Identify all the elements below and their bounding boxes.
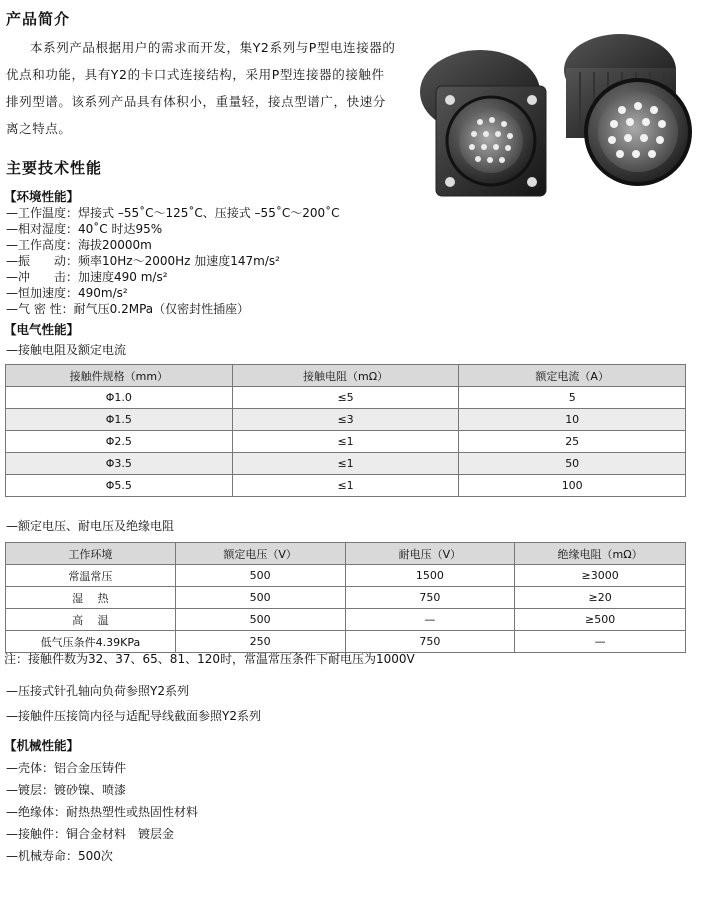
table-cell: 250 bbox=[175, 631, 345, 653]
table-row bbox=[6, 475, 686, 497]
table-cell: 5 bbox=[459, 387, 686, 409]
mech-item: —镀层：镀砂镍、喷漆 bbox=[6, 783, 127, 797]
mech-list bbox=[6, 757, 198, 867]
voltage-table bbox=[5, 542, 686, 653]
table-cell: ≤1 bbox=[232, 431, 459, 453]
table-row bbox=[6, 565, 686, 587]
table-header: 耐电压（V） bbox=[345, 543, 515, 565]
env-item: —相对湿度：40˚C 时达95% bbox=[6, 222, 163, 236]
table-cell: Φ1.0 bbox=[6, 387, 233, 409]
table-cell: 1500 bbox=[345, 565, 515, 587]
mech-item: —接触件：铜合金材料 镀层金 bbox=[6, 827, 175, 841]
table-cell: 常温常压 bbox=[6, 565, 176, 587]
extra-line: —压接式针孔轴向负荷参照Y2系列 bbox=[6, 684, 189, 698]
connector-product-photo bbox=[400, 22, 710, 212]
table-cell: Φ1.5 bbox=[6, 409, 233, 431]
env-item: —工作温度：焊接式 –55˚C～125˚C、压接式 –55˚C～200˚C bbox=[6, 206, 340, 220]
table-cell: 750 bbox=[345, 587, 515, 609]
table-cell: 100 bbox=[459, 475, 686, 497]
table-row bbox=[6, 387, 686, 409]
table-cell: Φ2.5 bbox=[6, 431, 233, 453]
contact-table-title: —接触电阻及额定电流 bbox=[6, 343, 127, 357]
table-cell: ≥20 bbox=[515, 587, 686, 609]
mech-item: —壳体：铝合金压铸件 bbox=[6, 761, 127, 775]
table-row bbox=[6, 453, 686, 475]
intro-line: 优点和功能，具有Y2的卡口式连接结构，采用P型连接器的接触件 bbox=[6, 67, 385, 82]
table-cell: 500 bbox=[175, 565, 345, 587]
extra-line: —接触件压接筒内径与适配导线截面参照Y2系列 bbox=[6, 709, 261, 723]
voltage-note: 注：接触件数为32、37、65、81、120时，常温常压条件下耐电压为1000V bbox=[4, 652, 415, 666]
table-cell: 500 bbox=[175, 609, 345, 631]
elec-section-title: 【电气性能】 bbox=[4, 322, 80, 337]
intro-line: 本系列产品根据用户的需求而开发，集Y2系列与P型电连接器的 bbox=[30, 40, 396, 55]
table-cell: ≤1 bbox=[232, 453, 459, 475]
intro-paragraph bbox=[6, 34, 401, 142]
env-item: —恒加速度：490m/s² bbox=[6, 286, 128, 300]
mech-item: —绝缘体：耐热热塑性或热固性材料 bbox=[6, 805, 199, 819]
table-cell: ≤3 bbox=[232, 409, 459, 431]
mech-item: —机械寿命：500次 bbox=[6, 849, 113, 863]
table-cell: 湿 热 bbox=[6, 587, 176, 609]
table-cell: ≥3000 bbox=[515, 565, 686, 587]
intro-line: 离之特点。 bbox=[6, 121, 72, 136]
env-item: —冲 击：加速度490 m/s² bbox=[6, 270, 168, 284]
table-cell: 低气压条件4.39KPa bbox=[6, 631, 176, 653]
table-row bbox=[6, 609, 686, 631]
table-header: 接触件规格（mm） bbox=[6, 365, 233, 387]
table-cell: 高 温 bbox=[6, 609, 176, 631]
table-cell: 10 bbox=[459, 409, 686, 431]
table-header: 接触电阻（mΩ） bbox=[232, 365, 459, 387]
table-cell: Φ3.5 bbox=[6, 453, 233, 475]
table-header: 绝缘电阻（mΩ） bbox=[515, 543, 686, 565]
table-header: 工作环境 bbox=[6, 543, 176, 565]
table-cell: ≤5 bbox=[232, 387, 459, 409]
table-header: 额定电压（V） bbox=[175, 543, 345, 565]
env-list bbox=[6, 205, 340, 317]
table-cell: 50 bbox=[459, 453, 686, 475]
table-cell: Φ5.5 bbox=[6, 475, 233, 497]
performance-heading: 主要技术性能 bbox=[6, 159, 103, 177]
intro-line: 排列型谱。该系列产品具有体积小，重量轻，接点型谱广，快速分 bbox=[6, 94, 386, 109]
table-cell: ≤1 bbox=[232, 475, 459, 497]
mech-section-title: 【机械性能】 bbox=[4, 738, 80, 753]
env-item: —振 动：频率10Hz～2000Hz 加速度147m/s² bbox=[6, 254, 280, 268]
table-row bbox=[6, 409, 686, 431]
intro-heading: 产品简介 bbox=[6, 10, 71, 28]
contact-resistance-table bbox=[5, 364, 686, 497]
env-item: —工作高度：海拔20000m bbox=[6, 238, 152, 252]
voltage-table-title: —额定电压、耐电压及绝缘电阻 bbox=[6, 519, 175, 533]
table-row bbox=[6, 587, 686, 609]
table-cell: — bbox=[515, 631, 686, 653]
env-item: —气 密 性：耐气压0.2MPa（仅密封性插座） bbox=[6, 302, 250, 316]
table-cell: — bbox=[345, 609, 515, 631]
table-cell: 750 bbox=[345, 631, 515, 653]
env-section-title: 【环境性能】 bbox=[4, 189, 80, 204]
table-row bbox=[6, 631, 686, 653]
table-cell: 500 bbox=[175, 587, 345, 609]
table-header: 额定电流（A） bbox=[459, 365, 686, 387]
table-cell: 25 bbox=[459, 431, 686, 453]
table-cell: ≥500 bbox=[515, 609, 686, 631]
table-row bbox=[6, 431, 686, 453]
